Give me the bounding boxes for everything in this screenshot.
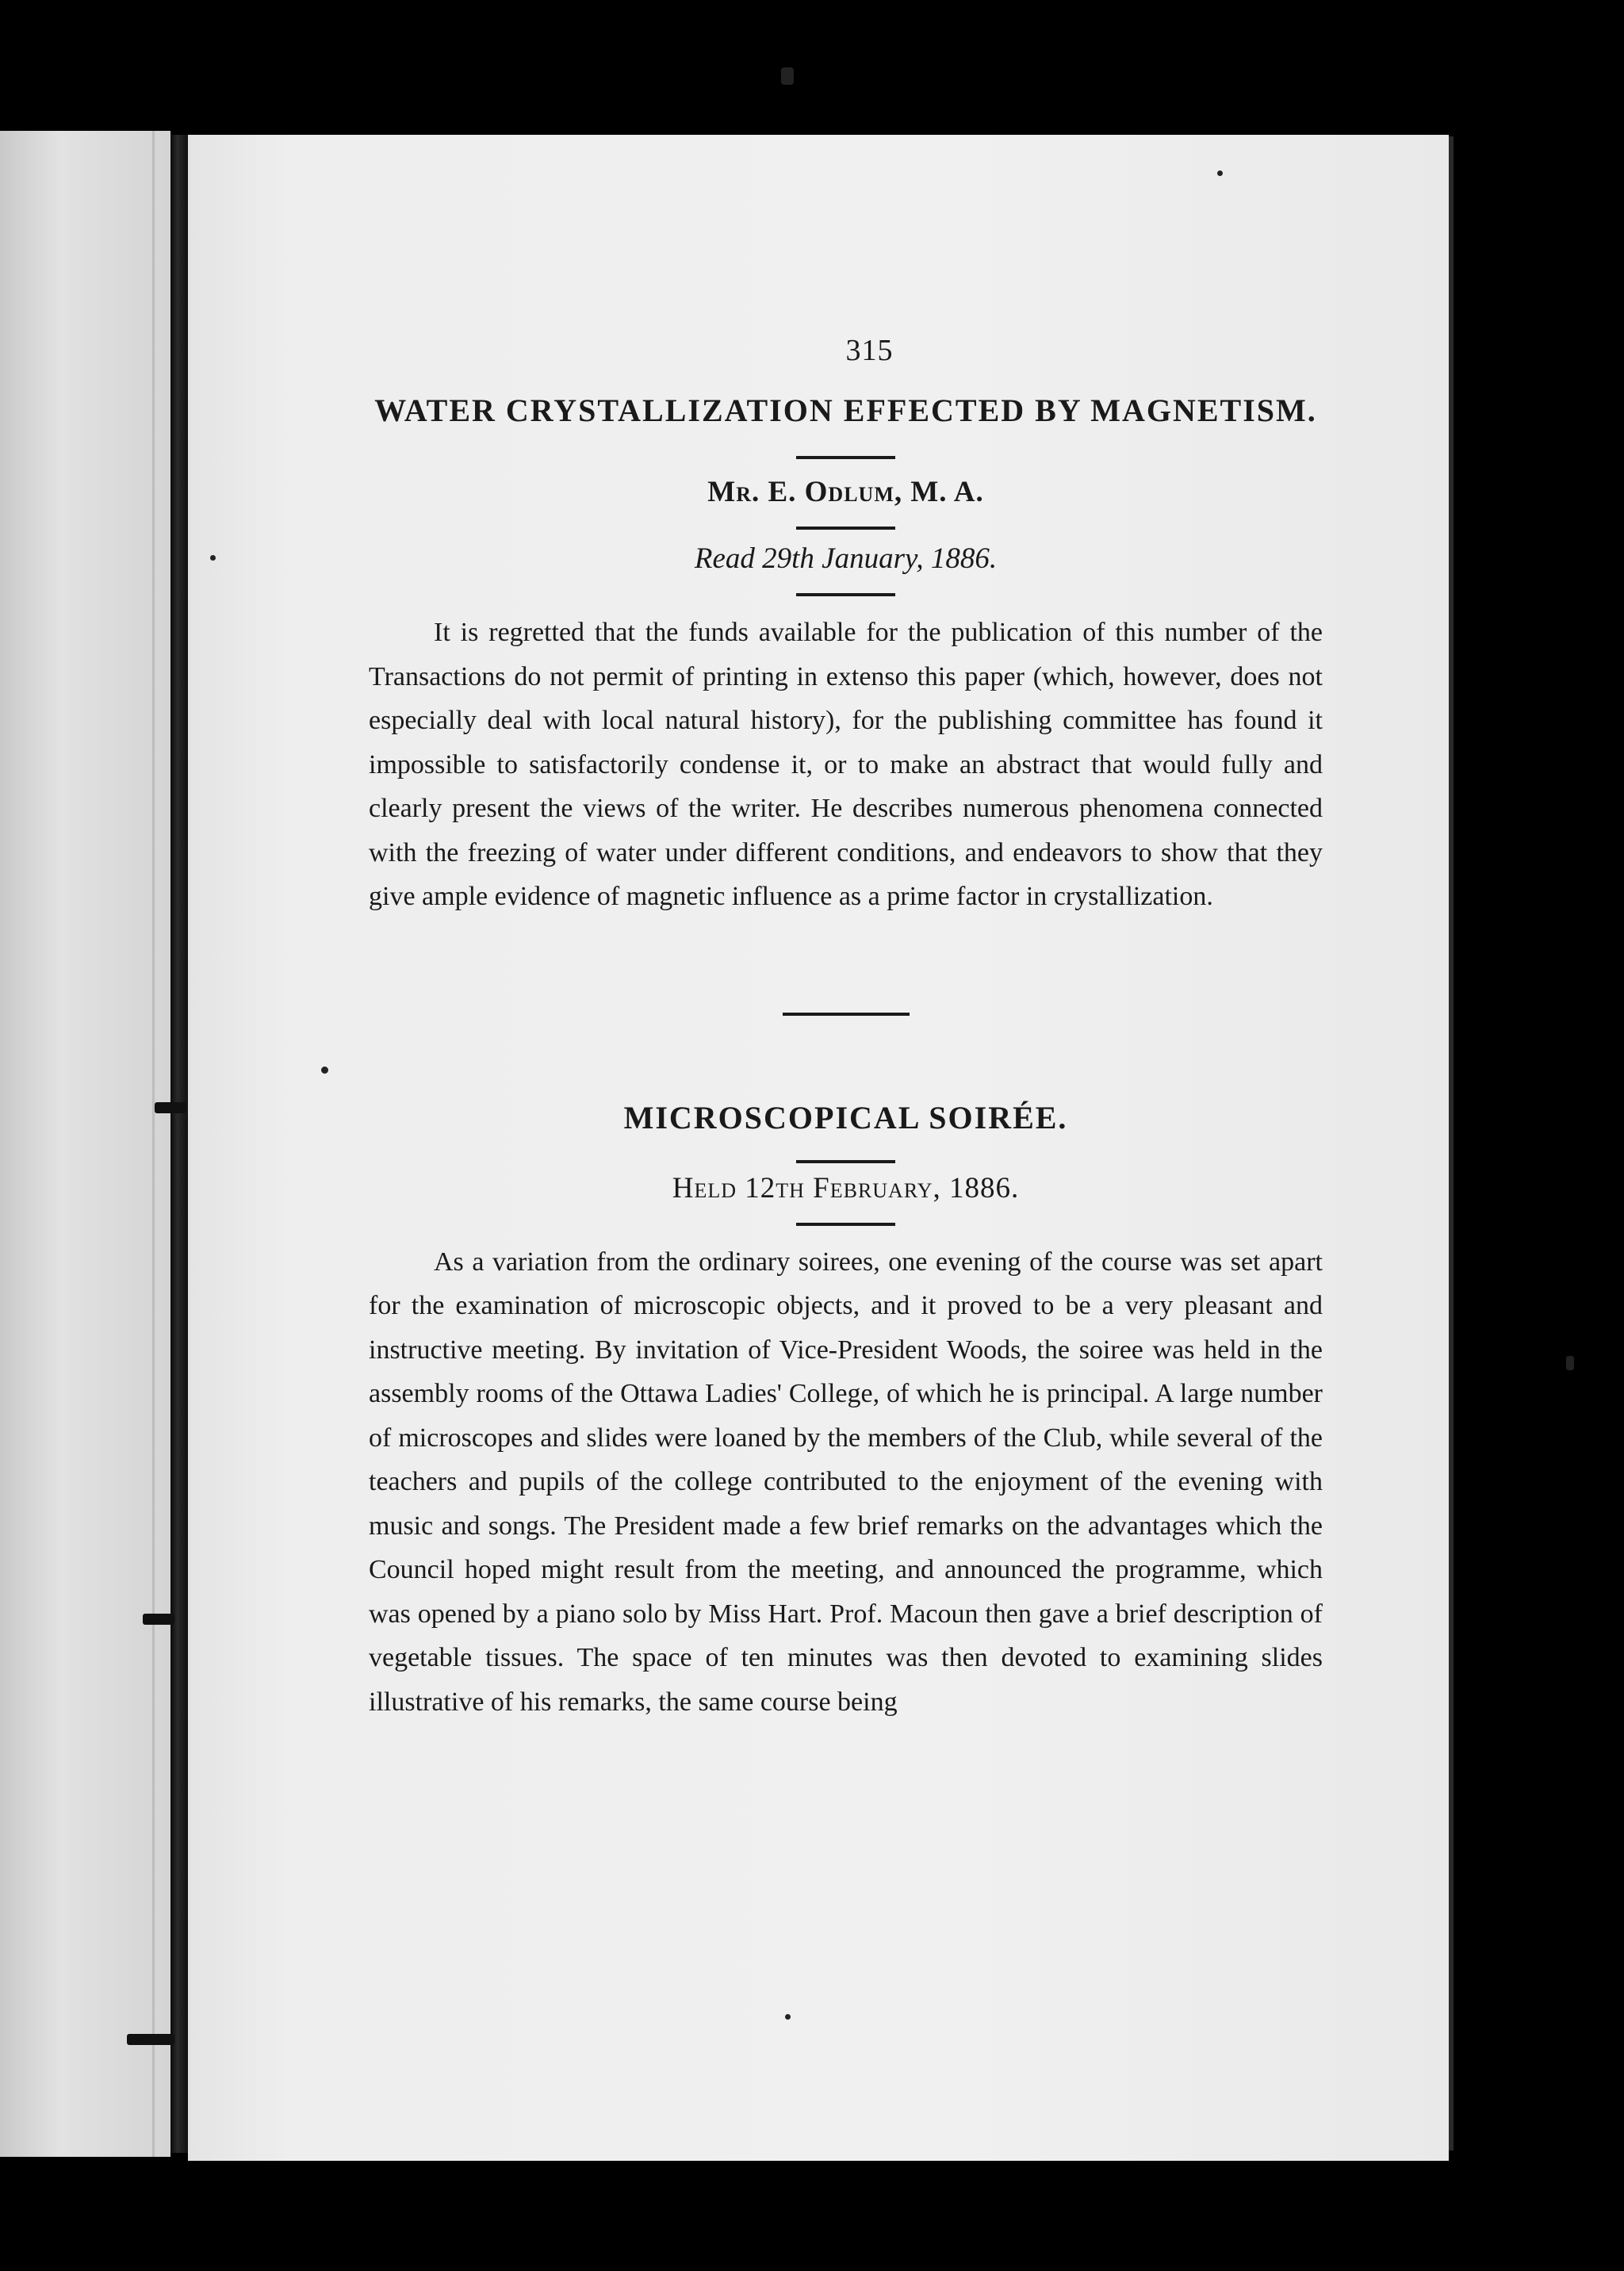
divider-rule (796, 593, 895, 596)
page-right-edge (1449, 136, 1454, 2150)
article-body: It is regretted that the funds available for the publication of this number of the Transactions do not permit of printing in extenso this paper (which, however, does not especially deal with local natural history), for the publishing committee has found it impossible to satisfactorily condense it, or to make an abstract that would fully and clearly present the views of the writer. He describes numerous phenomena connected with the freezing of water under different conditions, and endeavors to show that they give ample evidence of magnetic influence as a prime factor in crystallization. (369, 618, 1323, 911)
divider-rule (796, 527, 895, 530)
scan-speck (321, 1067, 328, 1074)
scan-speck (1566, 1356, 1574, 1370)
spine-clip-bottom (127, 2034, 174, 2045)
section-title: MICROSCOPICAL SOIRÉE. (623, 1099, 1068, 1136)
read-date: Read 29th January, 1886. (694, 542, 998, 575)
spine-clip-top (155, 1102, 186, 1113)
scan-speck (781, 67, 794, 85)
scan-speck (210, 555, 216, 561)
book-spine (170, 135, 188, 2153)
facing-page-edge (0, 131, 170, 2157)
divider-rule (796, 1160, 895, 1163)
divider-rule (796, 456, 895, 459)
divider-rule (796, 1223, 895, 1226)
page-number: 315 (845, 334, 894, 367)
article-title: WATER CRYSTALLIZATION EFFECTED BY MAGNETISM. (374, 393, 1317, 428)
section-body: As a variation from the ordinary soirees, one evening of the course was set apart for the examination of microscopic objects, and it proved to be a very pleasant and instructive meeting. By invitation of Vice-President Woods, the soiree was held in the assembly rooms of the Ottawa Ladies' College, of which he is principal. A large number of microscopes and slides were loaned by the members of the Club, while several of the teachers and pupils of the college contributed to the enjoyment of the evening with music and songs. The President made a few brief remarks on the advantages which the Council hoped might result from the meeting, and announced the programme, which was opened by a piano solo by Miss Hart. Prof. Macoun then gave a brief description of vegetable tissues. The space of ten minutes was then devoted to examining slides illustrative of his remarks, the same course being (369, 1247, 1323, 1717)
article-author: Mr. E. Odlum, M. A. (707, 476, 984, 508)
scan-speck (785, 2014, 791, 2020)
spine-clip-middle (143, 1614, 174, 1625)
facing-page-margin-line (152, 131, 155, 2157)
scan-speck (1217, 170, 1223, 176)
page-content (369, 333, 1323, 1724)
held-date: Held 12th February, 1886. (672, 1171, 1020, 1204)
section-divider-rule (783, 1013, 910, 1016)
